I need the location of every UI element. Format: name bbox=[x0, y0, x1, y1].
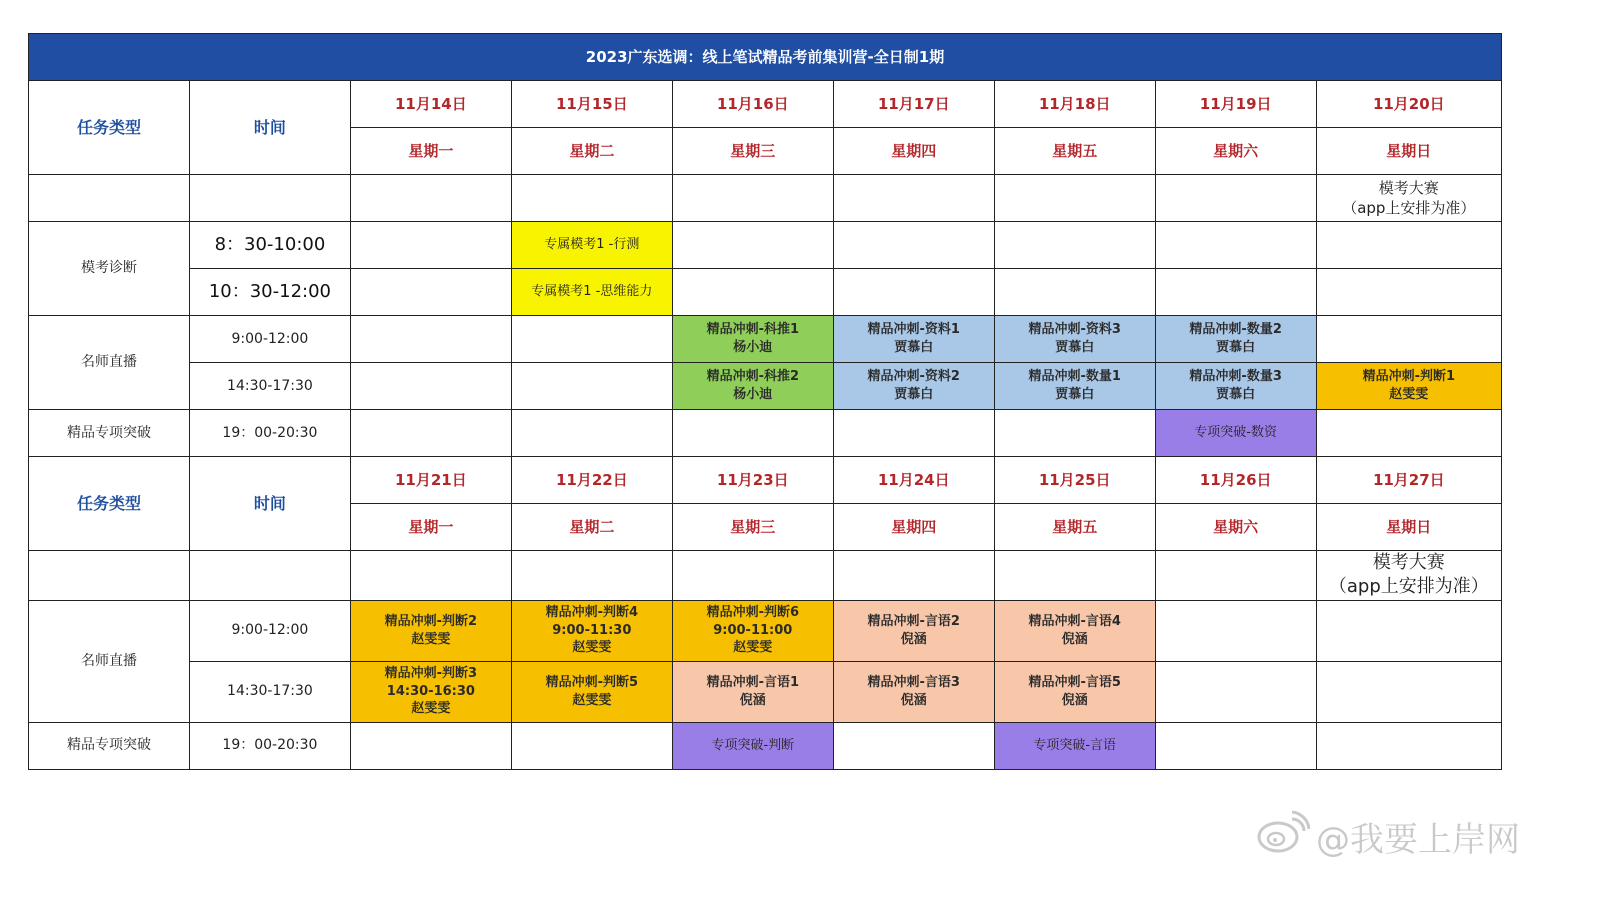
date-header: 11月23日 bbox=[672, 457, 833, 504]
date-header: 11月16日 bbox=[672, 81, 833, 128]
task-type-header: 任务类型 bbox=[29, 457, 190, 551]
date-header: 11月18日 bbox=[994, 81, 1155, 128]
event-cell bbox=[994, 661, 1155, 722]
event-title: 精品冲刺-判断3 bbox=[384, 666, 478, 682]
time-slot: 9:00-12:00 bbox=[189, 316, 350, 363]
event-cell bbox=[350, 661, 511, 722]
mock-contest-title: 模考大赛 bbox=[1372, 552, 1445, 573]
event-title: 精品冲刺-科推2 bbox=[706, 369, 800, 385]
watermark-text: @我要上岸网 bbox=[1316, 819, 1520, 860]
event-title: 精品冲刺-资料3 bbox=[1028, 322, 1121, 338]
event-cell bbox=[1155, 363, 1316, 410]
event-title: 精品冲刺-判断4 bbox=[545, 605, 639, 621]
time-slot: 8：30-10:00 bbox=[189, 222, 350, 269]
event-title: 精品冲刺-言语2 bbox=[867, 614, 960, 630]
event-title: 精品冲刺-资料1 bbox=[867, 322, 960, 338]
empty-cell bbox=[994, 269, 1155, 316]
event-title: 精品冲刺-资料2 bbox=[867, 369, 960, 385]
event-teacher: 倪涵 bbox=[739, 692, 766, 708]
empty-cell bbox=[1155, 722, 1316, 769]
weekday-header: 星期三 bbox=[672, 504, 833, 551]
event-teacher: 赵雯雯 bbox=[572, 640, 612, 656]
event-title: 精品冲刺-数量3 bbox=[1189, 369, 1282, 385]
empty-cell bbox=[1316, 222, 1501, 269]
empty-cell bbox=[1316, 316, 1501, 363]
empty-cell bbox=[833, 551, 994, 601]
empty-cell bbox=[29, 551, 190, 601]
event-teacher: 倪涵 bbox=[1061, 692, 1088, 708]
event-cell bbox=[672, 316, 833, 363]
empty-cell bbox=[189, 175, 350, 222]
event-title: 精品冲刺-判断1 bbox=[1362, 369, 1456, 385]
empty-cell bbox=[511, 410, 672, 457]
category-special-breakthrough: 精品专项突破 bbox=[29, 722, 190, 769]
empty-cell bbox=[189, 551, 350, 601]
date-header: 11月24日 bbox=[833, 457, 994, 504]
mock-contest-title: 模考大赛 bbox=[1378, 178, 1439, 197]
time-slot: 14:30-17:30 bbox=[189, 363, 350, 410]
date-header: 11月26日 bbox=[1155, 457, 1316, 504]
weekday-header: 星期二 bbox=[511, 128, 672, 175]
time-header: 时间 bbox=[189, 457, 350, 551]
date-header: 11月27日 bbox=[1316, 457, 1501, 504]
empty-cell bbox=[1155, 175, 1316, 222]
empty-cell bbox=[672, 410, 833, 457]
empty-cell bbox=[511, 175, 672, 222]
weekday-header: 星期四 bbox=[833, 504, 994, 551]
event-cell: 专属模考1 -行测 bbox=[511, 222, 672, 269]
event-teacher: 赵雯雯 bbox=[572, 692, 612, 708]
mock-contest-subtitle: （app上安排为准） bbox=[1328, 576, 1489, 598]
empty-cell bbox=[1316, 722, 1501, 769]
date-header: 11月15日 bbox=[511, 81, 672, 128]
empty-cell bbox=[833, 269, 994, 316]
event-teacher: 贾慕白 bbox=[1055, 387, 1095, 402]
empty-cell bbox=[511, 722, 672, 769]
empty-cell bbox=[350, 410, 511, 457]
event-teacher: 赵雯雯 bbox=[733, 640, 773, 656]
event-teacher: 倪涵 bbox=[900, 692, 927, 708]
empty-cell bbox=[1155, 551, 1316, 601]
date-header: 11月21日 bbox=[350, 457, 511, 504]
empty-cell bbox=[1155, 269, 1316, 316]
date-header: 11月19日 bbox=[1155, 81, 1316, 128]
empty-cell bbox=[1316, 661, 1501, 722]
category-special-breakthrough: 精品专项突破 bbox=[29, 410, 190, 457]
watermark bbox=[1256, 806, 1596, 866]
event-cell bbox=[350, 600, 511, 661]
empty-cell bbox=[350, 551, 511, 601]
event-cell: 专项突破-数资 bbox=[1155, 410, 1316, 457]
event-teacher: 赵雯雯 bbox=[411, 631, 451, 647]
event-teacher: 倪涵 bbox=[900, 631, 927, 647]
empty-cell bbox=[1155, 222, 1316, 269]
event-cell bbox=[672, 363, 833, 410]
empty-cell bbox=[672, 222, 833, 269]
empty-cell bbox=[1316, 410, 1501, 457]
event-cell bbox=[833, 661, 994, 722]
event-cell bbox=[672, 600, 833, 661]
empty-cell bbox=[350, 222, 511, 269]
date-header: 11月25日 bbox=[994, 457, 1155, 504]
date-header: 11月17日 bbox=[833, 81, 994, 128]
event-teacher: 贾慕白 bbox=[1216, 387, 1256, 402]
empty-cell bbox=[994, 175, 1155, 222]
time-slot: 19：00-20:30 bbox=[189, 722, 350, 769]
event-title: 精品冲刺-言语4 bbox=[1028, 614, 1121, 630]
empty-cell bbox=[994, 222, 1155, 269]
event-title: 精品冲刺-科推1 bbox=[706, 322, 800, 338]
time-slot: 19：00-20:30 bbox=[189, 410, 350, 457]
weekday-header: 星期一 bbox=[350, 504, 511, 551]
date-header: 11月22日 bbox=[511, 457, 672, 504]
event-cell bbox=[994, 316, 1155, 363]
weekday-header: 星期二 bbox=[511, 504, 672, 551]
empty-cell bbox=[1316, 269, 1501, 316]
weekday-header: 星期五 bbox=[994, 504, 1155, 551]
empty-cell bbox=[350, 363, 511, 410]
event-cell bbox=[1155, 316, 1316, 363]
weibo-icon bbox=[1256, 809, 1316, 864]
event-title: 精品冲刺-判断2 bbox=[384, 614, 478, 630]
event-cell: 专项突破-判断 bbox=[672, 722, 833, 769]
empty-cell bbox=[1155, 600, 1316, 661]
date-header: 11月14日 bbox=[350, 81, 511, 128]
empty-cell bbox=[672, 175, 833, 222]
event-teacher: 贾慕白 bbox=[1055, 340, 1095, 355]
event-teacher: 倪涵 bbox=[1061, 631, 1088, 647]
empty-cell bbox=[672, 551, 833, 601]
event-cell bbox=[511, 600, 672, 661]
mock-contest-note bbox=[1316, 551, 1501, 601]
weekday-header: 星期日 bbox=[1316, 504, 1501, 551]
event-cell bbox=[833, 600, 994, 661]
event-teacher: 赵雯雯 bbox=[1389, 387, 1429, 402]
event-cell bbox=[994, 600, 1155, 661]
time-slot: 9:00-12:00 bbox=[189, 600, 350, 661]
empty-cell bbox=[1155, 661, 1316, 722]
weekday-header: 星期三 bbox=[672, 128, 833, 175]
task-type-header: 任务类型 bbox=[29, 81, 190, 175]
event-title: 精品冲刺-判断5 bbox=[545, 675, 639, 691]
event-title: 精品冲刺-数量2 bbox=[1189, 322, 1282, 338]
schedule-title: 2023广东选调：线上笔试精品考前集训营-全日制1期 bbox=[29, 34, 1502, 81]
date-header: 11月20日 bbox=[1316, 81, 1501, 128]
empty-cell bbox=[994, 551, 1155, 601]
schedule-table bbox=[28, 33, 1502, 770]
empty-cell bbox=[833, 410, 994, 457]
empty-cell bbox=[672, 269, 833, 316]
event-cell bbox=[833, 363, 994, 410]
category-live-class: 名师直播 bbox=[29, 316, 190, 410]
weekday-header: 星期一 bbox=[350, 128, 511, 175]
event-teacher: 赵雯雯 bbox=[411, 701, 451, 717]
event-cell bbox=[994, 363, 1155, 410]
mock-contest-note bbox=[1316, 175, 1501, 222]
empty-cell bbox=[511, 316, 672, 363]
empty-cell bbox=[833, 175, 994, 222]
event-title: 精品冲刺-言语5 bbox=[1028, 675, 1121, 691]
empty-cell bbox=[350, 316, 511, 363]
event-cell bbox=[833, 316, 994, 363]
empty-cell bbox=[1316, 600, 1501, 661]
event-time: 9:00-11:00 bbox=[713, 622, 793, 638]
weekday-header: 星期六 bbox=[1155, 504, 1316, 551]
event-title: 精品冲刺-数量1 bbox=[1028, 369, 1121, 385]
empty-cell bbox=[350, 175, 511, 222]
weekday-header: 星期五 bbox=[994, 128, 1155, 175]
event-title: 精品冲刺-判断6 bbox=[706, 605, 800, 621]
event-time: 9:00-11:30 bbox=[552, 622, 632, 638]
weekday-header: 星期日 bbox=[1316, 128, 1501, 175]
event-teacher: 杨小迪 bbox=[733, 387, 773, 402]
event-cell bbox=[1316, 363, 1501, 410]
weekday-header: 星期四 bbox=[833, 128, 994, 175]
time-header: 时间 bbox=[189, 81, 350, 175]
category-live-class: 名师直播 bbox=[29, 600, 190, 722]
event-title: 精品冲刺-言语1 bbox=[706, 675, 800, 691]
event-teacher: 贾慕白 bbox=[894, 387, 934, 402]
category-mock-diagnosis: 模考诊断 bbox=[29, 222, 190, 316]
empty-cell bbox=[511, 551, 672, 601]
time-slot: 10：30-12:00 bbox=[189, 269, 350, 316]
event-cell bbox=[511, 661, 672, 722]
event-cell: 专属模考1 -思维能力 bbox=[511, 269, 672, 316]
empty-cell bbox=[833, 722, 994, 769]
event-teacher: 杨小迪 bbox=[733, 340, 773, 355]
event-teacher: 贾慕白 bbox=[1216, 340, 1256, 355]
event-cell bbox=[672, 661, 833, 722]
empty-cell bbox=[29, 175, 190, 222]
empty-cell bbox=[833, 222, 994, 269]
event-cell: 专项突破-言语 bbox=[994, 722, 1155, 769]
empty-cell bbox=[994, 410, 1155, 457]
empty-cell bbox=[350, 722, 511, 769]
empty-cell bbox=[511, 363, 672, 410]
event-time: 14:30-16:30 bbox=[386, 683, 475, 699]
time-slot: 14:30-17:30 bbox=[189, 661, 350, 722]
weekday-header: 星期六 bbox=[1155, 128, 1316, 175]
event-title: 精品冲刺-言语3 bbox=[867, 675, 960, 691]
empty-cell bbox=[350, 269, 511, 316]
mock-contest-subtitle: （app上安排为准） bbox=[1342, 199, 1476, 217]
event-teacher: 贾慕白 bbox=[894, 340, 934, 355]
